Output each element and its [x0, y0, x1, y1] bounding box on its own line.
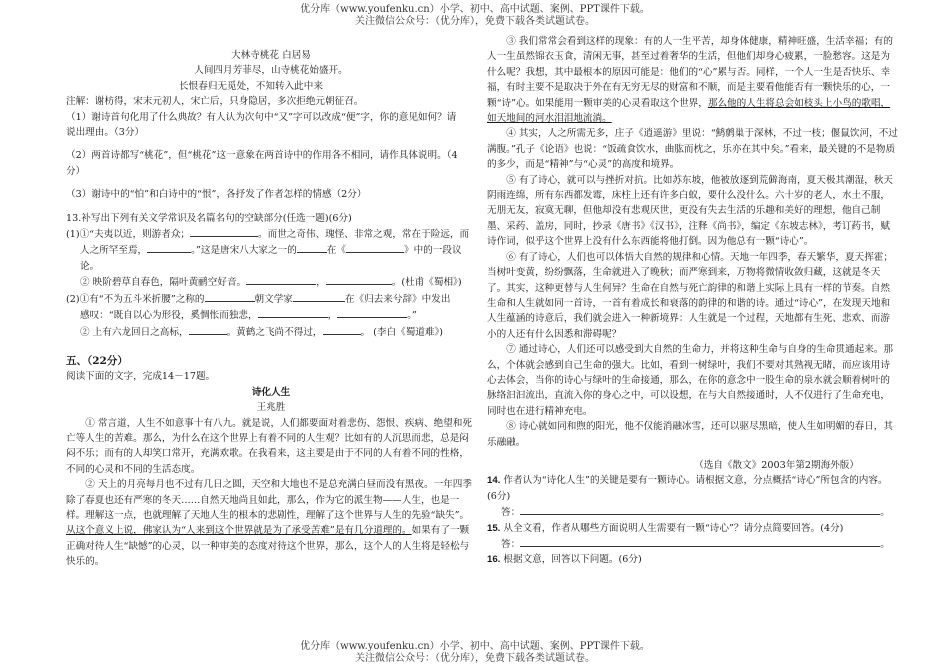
question-15: [487, 521, 899, 536]
article-source: （选自《散文》2003年第2期海外版）: [694, 459, 859, 471]
answer-label: 答：: [501, 507, 521, 519]
q13-text: 。”: [407, 310, 417, 322]
q13-text: 。 (李白《蜀道难》): [360, 326, 444, 338]
q13-text: ，: [316, 277, 326, 289]
q13-text: 。黄鹤之飞尚不得过，: [226, 326, 323, 338]
article-paragraph-8: ⑧ 诗心就如同和煦的阳光，他不仅能消融冰雪，还可以驱尽黑暗，使人生如明媚的春日，其乐融融。: [487, 421, 893, 448]
question-16: [487, 552, 899, 567]
poem-question-2b: 分）: [66, 165, 86, 177]
article-text: ② 天上的月亮每月也不过有几日之圆，天空和大地也不是总充满白昼而没有黑夜。一年四季除了春夏也还有严寒的冬天……自然天地尚且如此，那么，作为它的派生物——人生，也是一样。理解这一点，也就理解了天地人生的根本的悲剧性，理解了这个世界与人生的先验“缺失”。: [66, 479, 472, 521]
answer-blank[interactable]: [147, 242, 191, 253]
header-line-1: 优分库（www.youfenku.cn）小学、初中、高中试题、案例、PPT课件下载。: [300, 4, 650, 15]
poem-question-1b: 说出理由。（3分）: [66, 127, 145, 139]
answer-blank[interactable]: [189, 324, 227, 335]
q13-part1-line2: [66, 242, 476, 274]
q13-text: (1)①“夫夷以近，则游者众；: [66, 229, 191, 241]
header-line-2: 关注微信公众号：（优分库），免费下载各类试题试卷。: [355, 16, 595, 27]
q13-text: 朝文学家: [254, 293, 293, 305]
q13-text: 人之所罕至焉，: [80, 245, 148, 257]
article-title: 诗化人生: [251, 386, 291, 398]
poem-question-2a: （2）两首诗都写“桃花”，但“桃花”这一意象在两首诗中的作用各不相同，请作具体说明。（4: [66, 150, 458, 162]
q13-part2-line1: [66, 291, 476, 307]
article-paragraph-5: ⑤ 有了诗心，就可以与挫折对抗。比如苏东坡，他被放逐到荒僻海南，夏天极其潮湿，秋天阴雨连绵，所有东西都发霉，床柱上还有许多白蚁，要什么没什么。六十岁的老人，水土不服，无朋无友，寂寞无聊，但他却没有悲观厌世，更没有失去生活的乐趣和美好的理想，他自己制墨、采药、盖房，同时，抄录《唐书》《汉书》，注释《尚书》，编定《东坡志林》，考订药书，赋诗作词，似乎这个世界上没有什么东西能将他打倒。因为他总有一颗“诗心”。: [487, 174, 893, 248]
answer-blank[interactable]: [326, 274, 392, 285]
question-text: 作者认为“诗化人生”的关键是要有一颗诗心。请根据文意，分点概括“诗心”所包含的内容。: [503, 475, 888, 487]
article-paragraph-1: ① 常言道，人生不如意事十有八九。就是说，人们都要面对着悲伤、怨恨、疾病、绝望和死亡等人生的苦难。那么，为什么在这个世界上有着不同的人生观？比如有的人沉思而悲，总是闷闷不乐；而有的人却笑口常开，充满欢歌。在我看来，这主要是由于不同的人有着不同的性格，不同的心灵和不同的生活态度。: [66, 417, 472, 475]
answer-blank[interactable]: [205, 291, 255, 302]
article-paragraph-2: [66, 477, 476, 569]
question-number: 16.: [487, 554, 501, 566]
article-paragraph-7: ⑦ 通过诗心，人们还可以感受到大自然的生命力，并将这种生命与自身的生命贯通起来。那么，个体就会感到自己生命的强大。比如，看到一树绿叶，我们不要对其熟视无睹，而应该用诗心去体会，当你的诗心与绿叶的生命接通，那么，在你的意念中一股生命的泉水就会顺着树叶的脉络汩汩流出，直流入你的身心之中，可以设想，在与大自然接通时，人不仅进行了生命充电，同时也在进行精神充电。: [487, 344, 893, 417]
answer-blank[interactable]: [190, 226, 258, 237]
question-text: 从全文看，作者从哪些方面说明人生需要有一颗“诗心”？请分点简要回答。(4分): [503, 522, 844, 534]
q13-part2-line3: [66, 324, 476, 340]
article-underlined-text: 那么他的人生将总会如枝头上小鸟的歌唱，如天地间的河水泪泪地流淌。: [487, 97, 891, 125]
answer-blank[interactable]: [323, 324, 361, 335]
poem-note: 注解：谢枋得，宋末元初人，宋亡后，只身隐居，多次拒绝元朝征召。: [66, 96, 364, 108]
article-paragraph-3: [487, 34, 899, 126]
footer-line-1: 优分库（www.youfenku.cn）小学、初中、高中试题、案例、PPT课件下载。: [300, 641, 650, 652]
answer-line-14: 答： 。: [487, 504, 899, 520]
article-underlined-text: 从这个意义上说，佛家认为“人来到这个世界就是为了承受苦难”是有几分道理的。: [66, 525, 412, 537]
answer-blank[interactable]: [337, 307, 407, 318]
article-paragraph-6: ⑥ 有了诗心，人们也可以体悟大自然的规律和心情。天地一年四季，春天繁华，夏天挥霍；当树叶变黄，纷纷飘落，生命就进入了晚秋；而严寒到来，万物将微情收敛归藏，这就是冬天了。其实，这种更替与人生何异？生命在自然与死亡韵律的和谐上实际上具有一样的节奏。自然生命和人生就如同一首诗，一首有着成长和衰落的韵律的和谐的诗。通过“诗心”，在发现天地和人生蕴涵的诗意后，我们就会进入一种新境界：人生就是一个过程，天地都有生死、悲欢、而游小的人还有什么因悉和滞碍呢？: [487, 251, 893, 340]
poem-line-2: 长恨春归无觅处，不知转入此中来: [179, 80, 323, 92]
answer-blank[interactable]: [293, 291, 345, 302]
q13-text: (2)①有“不为五斗米折腰”之称的: [66, 293, 205, 305]
answer-blank[interactable]: [346, 242, 404, 253]
poem-question-1a: （1）谢诗首句化用了什么典故？有人认为次句中“又”字可以改成“便”字，你的意见如何？请: [66, 111, 457, 123]
answer-line-15: 答： 。: [487, 536, 899, 552]
page-header: [0, 4, 950, 28]
poem-title: 大林寺桃花 白居易: [231, 50, 311, 61]
q13-text: 在《归去来兮辞》中发出: [344, 293, 451, 305]
question-text: 根据文意，回答以下问题。(6分): [503, 554, 642, 566]
article-text: ③ 我们常常会看到这样的现象：有的人一生平苦，却身体健康，精神旺盛，生活幸福；有的人一生虽然锦衣玉食，清闲无事，甚至过着奢华的生活，但他们却身心疲累，一脸愁容。这是为什么呢？我想，其中最根本的原因可能是：他们的“心”累与否。同样，一个人一生是否快乐、幸福，有时主要不是取决于外在有无穷无尽的财富和不顺，而是主要看他能否有一颗快乐的心，一颗“诗”心。如果能用一颗审美的心灵看取这个世界，: [487, 36, 893, 109]
right-column: [487, 34, 899, 568]
q13-text: 感叹：“既自以心为形役，奚惆怅而独悲，: [80, 310, 258, 322]
q13-text: 在《: [326, 245, 346, 257]
q13-text: 。(杜甫《蜀相》): [391, 277, 462, 289]
poem-question-3: （3）谢诗中的“怕”和白诗中的“恨”，各抒发了作者怎样的情感（2分）: [66, 189, 367, 201]
question-14: [487, 473, 899, 488]
answer-input-14[interactable]: [520, 504, 880, 515]
q13-text: ，: [327, 310, 338, 322]
q13-text: ② 上有六龙回日之高标，: [80, 326, 189, 338]
left-column: [66, 34, 476, 570]
question-14-points: (6分): [487, 490, 511, 502]
q13-text: 》中的一段议论。: [80, 245, 462, 272]
q13-text: 。”这是唐宋八大家之一的: [191, 245, 297, 257]
answer-label: 答：: [501, 539, 521, 550]
answer-blank[interactable]: [246, 274, 316, 285]
section-5-heading: 五、（22分）: [66, 354, 128, 367]
answer-input-15[interactable]: [520, 536, 880, 547]
answer-blank[interactable]: [258, 307, 328, 318]
article-paragraph-4: ④ 其实，人之所需无多，庄子《逍遥游》里说：“鹪鹩巢于深林，不过一枝；偃鼠饮河，不过满腹。”孔子《论语》也说：“饭疏食饮水，曲肱而枕之，乐亦在其中矣。”看来，最关键的不是物质的多少，而是“精神”与“心灵”的高度和境界。: [487, 128, 898, 171]
article-text: 如果有了一颗正确对待人生“缺憾”的心灵，以一种审美的态度对待这个世界，那么，这个人的人生将是轻松与快乐的。: [66, 525, 470, 568]
q13-part1-line1: [66, 226, 476, 242]
article-author: 王兆胜: [256, 402, 286, 414]
q13-text: 。而世之奇伟、瑰怪、非常之观，常在于险远，而: [258, 229, 470, 241]
question-number: 14.: [487, 475, 501, 487]
poem-line-1: 人间四月芳菲尽，山寺桃花始盛开。: [194, 65, 348, 77]
answer-blank[interactable]: [297, 242, 327, 253]
section-5-intro: 阅读下面的文字，完成14－17题。: [66, 371, 216, 383]
q13-part1-line3: [66, 274, 476, 290]
q13-text: ② 映阶碧草自春色，隔叶黄鹂空好音。: [80, 277, 247, 289]
q13-stem: 13.补写出下列有关文学常识及名篇名句的空缺部分(任选一题)(6分): [66, 212, 352, 224]
page-footer: [0, 641, 950, 665]
q13-part2-line2: [66, 307, 476, 323]
footer-line-2: 关注微信公众号：（优分库），免费下载各类试题试卷。: [355, 653, 595, 664]
question-number: 15.: [487, 522, 501, 534]
